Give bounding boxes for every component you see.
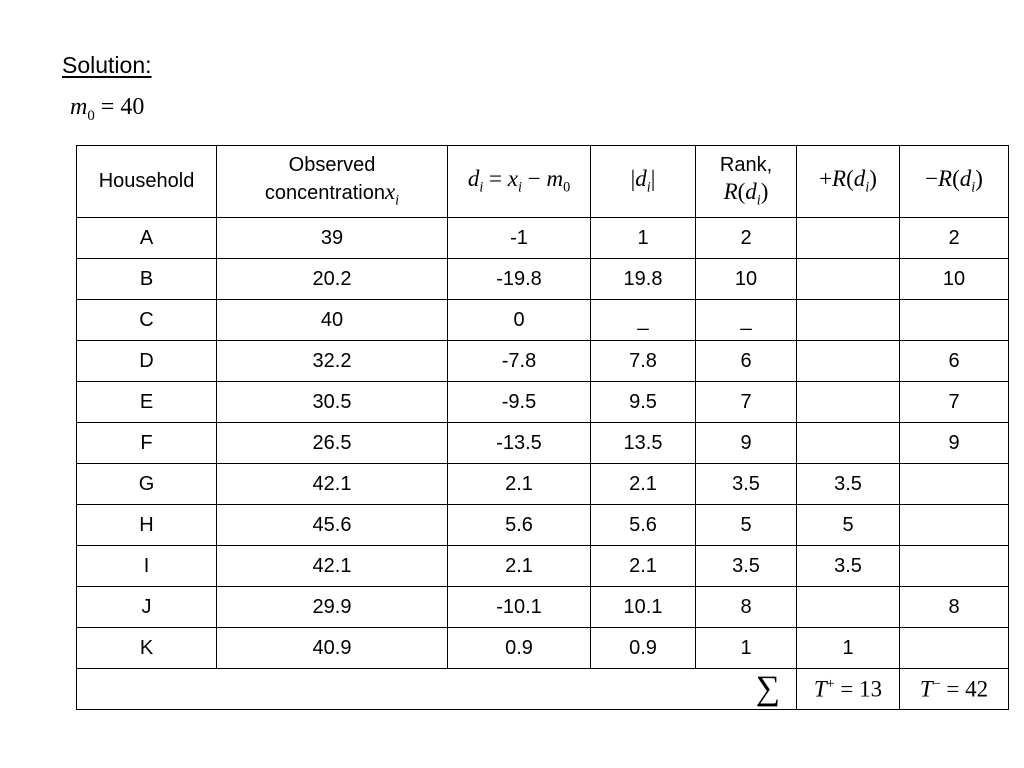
negative-rank-cell (900, 300, 1009, 341)
absolute-difference-cell: 2.1 (591, 464, 696, 505)
table-row (77, 382, 1009, 423)
rank-cell: _ (696, 300, 797, 341)
difference-cell: 0 (448, 300, 591, 341)
observed-header-line2: concentrationx$_i$ (264, 178, 400, 209)
negative-rank-cell: 6 (900, 341, 1009, 382)
observed-cell: 42.1 (217, 546, 448, 587)
null-median-formula: $m_0 = 40$ (70, 94, 145, 124)
difference-cell: -1 (448, 218, 591, 259)
rank-cell: 2 (696, 218, 797, 259)
positive-rank-cell: 3.5 (797, 464, 900, 505)
table-row (77, 505, 1009, 546)
difference-cell: -13.5 (448, 423, 591, 464)
t-minus-total: T− = 42 (900, 669, 1009, 710)
household-cell: H (77, 505, 217, 546)
positive-rank-cell (797, 341, 900, 382)
table-row (77, 259, 1009, 300)
observed-cell: 40.9 (217, 628, 448, 669)
table-row (77, 546, 1009, 587)
positive-rank-cell (797, 300, 900, 341)
t-plus-value: 13 (859, 676, 883, 702)
rank-cell: 10 (696, 259, 797, 300)
totals-row (77, 669, 1009, 710)
negative-rank-cell: 7 (900, 382, 1009, 423)
absolute-difference-header: $|d_i|$ (591, 146, 696, 218)
negative-rank-cell (900, 505, 1009, 546)
negative-rank-cell: 10 (900, 259, 1009, 300)
difference-cell: -9.5 (448, 382, 591, 423)
signed-rank-table (76, 145, 1009, 710)
rank-cell: 7 (696, 382, 797, 423)
rank-header-label: Rank, (719, 153, 773, 176)
positive-rank-cell (797, 587, 900, 628)
negative-rank-cell (900, 546, 1009, 587)
household-cell: A (77, 218, 217, 259)
absolute-difference-cell: 0.9 (591, 628, 696, 669)
difference-cell: -7.8 (448, 341, 591, 382)
difference-cell: -10.1 (448, 587, 591, 628)
absolute-difference-cell: 5.6 (591, 505, 696, 546)
household-cell: G (77, 464, 217, 505)
positive-rank-header: $+R(d_i)$ (797, 146, 900, 218)
observed-cell: 40 (217, 300, 448, 341)
observed-cell: 30.5 (217, 382, 448, 423)
rank-cell: 3.5 (696, 464, 797, 505)
absolute-difference-cell: 9.5 (591, 382, 696, 423)
rank-cell: 6 (696, 341, 797, 382)
positive-rank-cell: 5 (797, 505, 900, 546)
observed-cell: 26.5 (217, 423, 448, 464)
absolute-difference-cell: 7.8 (591, 341, 696, 382)
observed-header-label: concentration (264, 181, 385, 204)
rank-header: Rank, $R(d_i)$ (696, 146, 797, 218)
positive-rank-cell (797, 218, 900, 259)
difference-header: $d_i = x_i - m_0$ (448, 146, 591, 218)
household-cell: C (77, 300, 217, 341)
observed-header-line1: Observed (288, 153, 376, 176)
absolute-difference-cell: 13.5 (591, 423, 696, 464)
t-plus-total: T+ = 13 (797, 669, 900, 710)
positive-rank-cell: 3.5 (797, 546, 900, 587)
observed-cell: 20.2 (217, 259, 448, 300)
household-cell: F (77, 423, 217, 464)
table-row (77, 341, 1009, 382)
rank-cell: 5 (696, 505, 797, 546)
negative-rank-cell: 2 (900, 218, 1009, 259)
household-cell: E (77, 382, 217, 423)
positive-rank-cell (797, 382, 900, 423)
difference-cell: 0.9 (448, 628, 591, 669)
negative-rank-cell: 9 (900, 423, 1009, 464)
observed-cell: 29.9 (217, 587, 448, 628)
table-row (77, 628, 1009, 669)
negative-rank-header: $-R(d_i)$ (900, 146, 1009, 218)
observed-cell: 45.6 (217, 505, 448, 546)
t-minus-value: 42 (965, 676, 989, 702)
difference-cell: 2.1 (448, 464, 591, 505)
negative-rank-cell: 8 (900, 587, 1009, 628)
summation-symbol: ∑ (77, 669, 797, 710)
null-median-value: 40 (120, 94, 145, 120)
table-row (77, 423, 1009, 464)
absolute-difference-cell: _ (591, 300, 696, 341)
rank-cell: 9 (696, 423, 797, 464)
positive-rank-cell: 1 (797, 628, 900, 669)
rank-cell: 1 (696, 628, 797, 669)
absolute-difference-cell: 19.8 (591, 259, 696, 300)
positive-rank-cell (797, 259, 900, 300)
observed-header (217, 146, 448, 218)
difference-cell: 5.6 (448, 505, 591, 546)
table-row (77, 300, 1009, 341)
household-header: Household (77, 146, 217, 218)
household-cell: D (77, 341, 217, 382)
header-row (77, 146, 1009, 218)
table-row (77, 218, 1009, 259)
household-cell: B (77, 259, 217, 300)
table-row (77, 464, 1009, 505)
observed-cell: 42.1 (217, 464, 448, 505)
absolute-difference-cell: 2.1 (591, 546, 696, 587)
household-cell: J (77, 587, 217, 628)
observed-cell: 32.2 (217, 341, 448, 382)
difference-cell: 2.1 (448, 546, 591, 587)
rank-cell: 3.5 (696, 546, 797, 587)
household-cell: I (77, 546, 217, 587)
household-cell: K (77, 628, 217, 669)
rank-cell: 8 (696, 587, 797, 628)
negative-rank-cell (900, 628, 1009, 669)
table-row (77, 587, 1009, 628)
negative-rank-cell (900, 464, 1009, 505)
difference-cell: -19.8 (448, 259, 591, 300)
solution-heading: Solution: (62, 52, 152, 78)
observed-cell: 39 (217, 218, 448, 259)
absolute-difference-cell: 10.1 (591, 587, 696, 628)
positive-rank-cell (797, 423, 900, 464)
absolute-difference-cell: 1 (591, 218, 696, 259)
